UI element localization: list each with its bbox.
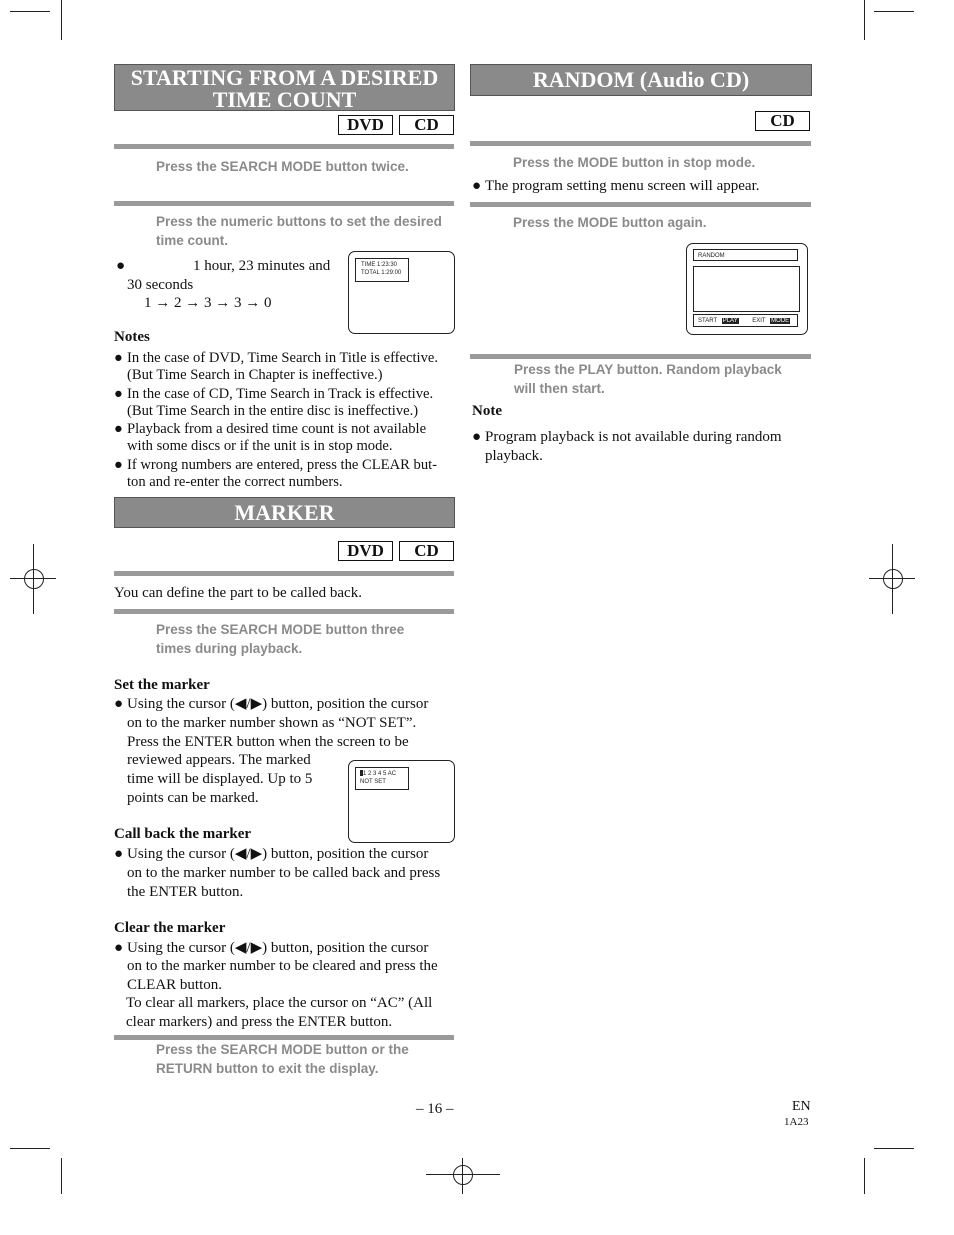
bullet-icon: ● — [114, 385, 123, 402]
model-code: 1A23 — [784, 1116, 809, 1128]
dvd-badge: DVD — [338, 115, 393, 135]
step-line: will then start. — [514, 381, 605, 396]
bullet-icon: ● — [114, 696, 124, 712]
step-line: Press the PLAY button. Random playback — [514, 362, 782, 377]
dvd-badge: DVD — [338, 541, 393, 561]
start-label: START — [698, 318, 718, 324]
step-line: time count. — [156, 233, 229, 248]
set-marker-heading: Set the marker — [114, 677, 210, 693]
step-instruction: Press the MODE button in stop mode. — [513, 155, 756, 170]
step-instruction — [156, 620, 404, 658]
bullet-icon: ● — [114, 940, 124, 956]
step-instruction — [514, 360, 812, 398]
step-line: times during playback. — [156, 641, 303, 656]
osd-line: 1 2 3 4 5 AC — [363, 771, 397, 777]
step-separator — [470, 141, 811, 146]
step-instruction: Press the MODE button again. — [513, 215, 707, 230]
step-separator — [470, 202, 811, 207]
crop-mark — [10, 1148, 50, 1149]
set-marker-text: ● Using the cursor (◀/▶) button, position the cursor on to the marker number shown as “NOT SET”. Press the ENTER button when the screen to be reviewed appears. The marked time will be displayed. Up to 5 points can be marked. — [114, 696, 429, 806]
bullet-icon: ● — [114, 350, 123, 366]
osd-line: TOTAL 1:29:00 — [361, 270, 402, 276]
step-line: RETURN button to exit the display. — [156, 1061, 379, 1076]
bullet-icon: ● — [116, 258, 126, 274]
section-title-random: RANDOM (Audio CD) — [470, 64, 812, 96]
step-note: ● The program setting menu screen will appear. — [472, 178, 760, 194]
bullet-icon: ● — [114, 846, 124, 862]
crop-mark — [864, 1158, 865, 1194]
play-key-label: PLAY — [722, 318, 738, 324]
clear-marker-text: ● Using the cursor (◀/▶) button, position the cursor on to the marker number to be cleared and press the CLEAR button. To clear all markers, place the cursor on “AC” (All clear markers) and press the ENTER button. — [114, 940, 438, 1030]
cd-badge: CD — [399, 115, 454, 135]
crop-mark — [61, 0, 62, 40]
example-text — [116, 257, 346, 313]
cd-badge: CD — [755, 111, 810, 131]
step-line: Press the SEARCH MODE button three — [156, 622, 405, 637]
title-line: STARTING FROM A DESIRED — [130, 65, 439, 90]
step-line: Press the numeric buttons to set the desired — [156, 214, 442, 229]
step-separator — [114, 609, 454, 614]
example-line: 1 hour, 23 minutes and — [193, 258, 331, 274]
note-text: ● Program playback is not available during random playback. — [472, 429, 782, 464]
random-list-box — [693, 266, 800, 312]
step-line: Press the SEARCH MODE button or the — [156, 1042, 409, 1057]
example-line: 30 seconds — [127, 276, 194, 293]
bullet-icon: ● — [472, 429, 482, 445]
osd-line: NOT SET — [360, 779, 386, 785]
tv-screen-illustration — [686, 243, 808, 335]
random-title-osd: RANDOM — [693, 249, 798, 261]
bullet-icon: ● — [114, 456, 123, 473]
crop-mark — [874, 11, 914, 12]
step-separator — [114, 571, 454, 576]
tv-screen-illustration — [348, 251, 455, 334]
tv-screen-illustration — [348, 760, 455, 843]
bullet-icon: ● — [114, 421, 123, 437]
step-instruction: Press the SEARCH MODE button twice. — [156, 159, 409, 174]
step-separator — [114, 201, 454, 206]
exit-label: EXIT — [752, 318, 766, 324]
section-title-marker: MARKER — [114, 497, 455, 528]
crop-mark — [874, 1148, 914, 1149]
crop-mark — [10, 11, 50, 12]
notes-heading: Notes — [114, 329, 150, 345]
marker-osd — [355, 767, 409, 790]
note-item: ● Playback from a desired time count is not available with some discs or if the unit is in stop mode. — [114, 421, 427, 454]
step-separator — [114, 144, 454, 149]
page-number: – 16 – — [416, 1101, 454, 1117]
random-controls-osd — [693, 314, 798, 327]
step-instruction — [156, 212, 442, 250]
cd-badge: CD — [399, 541, 454, 561]
mode-key-label: MODE — [771, 318, 790, 324]
bullet-icon: ● — [472, 178, 482, 194]
call-back-heading: Call back the marker — [114, 826, 252, 842]
marker-intro: You can define the part to be called back. — [114, 585, 362, 601]
note-item: ● In the case of DVD, Time Search in Title is effective. (But Time Search in Chapter is ineffective.) — [114, 350, 439, 383]
title-line: TIME COUNT — [212, 87, 357, 112]
note-heading: Note — [472, 403, 502, 419]
clear-marker-heading: Clear the marker — [114, 920, 226, 936]
step-separator — [470, 354, 811, 359]
note-item: ● In the case of CD, Time Search in Track is effective. (But Time Search in the entire disc is ineffective.) — [114, 385, 434, 419]
language-code: EN — [792, 1099, 811, 1114]
time-osd — [355, 258, 409, 282]
call-back-text: ● Using the cursor (◀/▶) button, position the cursor on to the marker number to be called back and press the ENTER button. — [114, 846, 441, 900]
example-line: 1 → 2 → 3 → 3 → 0 — [144, 295, 272, 311]
osd-line: TIME 1:23:30 — [361, 262, 398, 268]
note-item: ● If wrong numbers are entered, press the CLEAR but- ton and re-enter the correct numbers. — [114, 456, 438, 490]
notes-list — [114, 350, 459, 491]
crop-mark — [61, 1158, 62, 1194]
step-instruction — [156, 1040, 409, 1078]
section-title-time-count — [114, 64, 455, 111]
crop-mark — [864, 0, 865, 40]
